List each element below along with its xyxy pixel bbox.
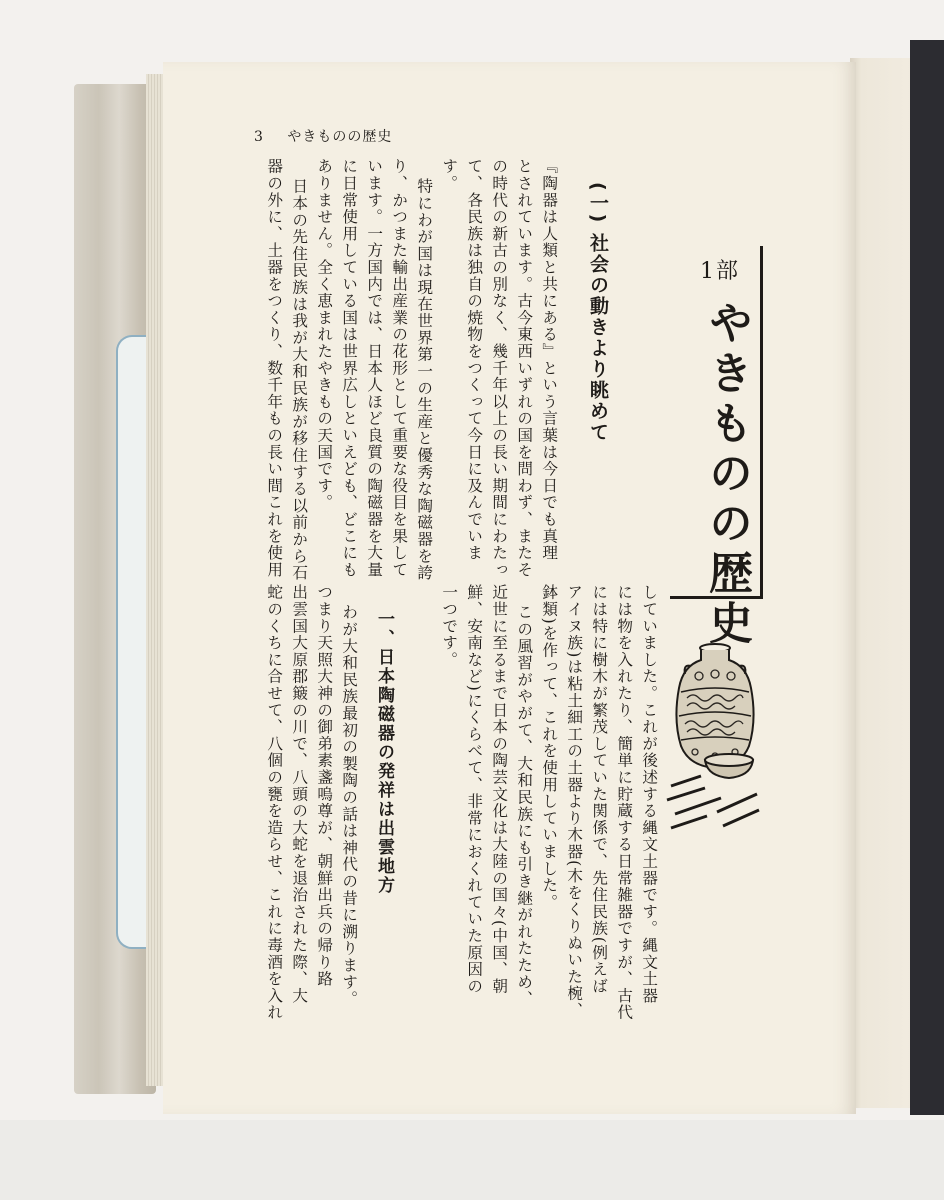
body-line: 特にわが国は現在世界第一の生産と優秀な陶磁器を誇 <box>415 178 434 582</box>
body-line: していました。これが後述する縄文土器です。縄文土器 <box>640 584 659 1004</box>
part-title: やきものの歴史 <box>701 300 752 650</box>
running-head <box>254 126 392 146</box>
body-line: り、かつまた輸出産業の花形として重要な役目を果して <box>390 158 409 578</box>
body-line: て、各民族は独自の焼物をつくって今日に及んでいま <box>465 158 484 562</box>
body-line: 鮮、安南など)にくらべて、非常におくれていた原因の <box>465 584 484 995</box>
body-line: 出雲国大原郡簸の川で、八頭の大蛇を退治された際、大 <box>290 584 309 1004</box>
body-line: とされています。古今東西いずれの国を問わず、またそ <box>515 158 534 578</box>
body-line: この風習がやがて、大和民族にも引き継がれたため、 <box>515 604 534 1008</box>
body-line: アイヌ族)は粘土細工の土器より木器(木をくりぬいた椀、 <box>565 584 584 1019</box>
body-line: います。一方国内では、日本人ほど良質の陶磁器を大量 <box>365 158 384 578</box>
body-line: す。 <box>440 158 459 192</box>
body-line: には物を入れたり、簡単に貯蔵する日常雑器ですが、古代 <box>615 584 634 1021</box>
body-line: 一つです。 <box>440 584 459 668</box>
body-line: 蛇のくちに合せて、八個の甕を造らせ、これに毒酒を入れ <box>265 584 284 1021</box>
section-heading-1: (一) 社会の動きより眺めて <box>587 182 609 443</box>
jar-and-bowl-icon <box>665 636 761 850</box>
body-line: 器の外に、土器をつくり、数千年もの長い間これを使用 <box>265 158 284 578</box>
body-line: 『陶器は人類と共にある』という言葉は今日でも真理 <box>540 158 559 562</box>
body-line: には特に樹木が繁茂していた関係で、先住民族(例えば <box>590 584 609 995</box>
table-surface <box>0 1120 944 1200</box>
body-line: 日本の先住民族は我が大和民族が移住する以前から石 <box>290 178 309 582</box>
body-line: つまり天照大神の御弟素盞嗚尊が、朝鮮出兵の帰り路 <box>315 584 334 988</box>
body-line: に日常使用している国は世界広しといえども、どこにも <box>340 158 359 578</box>
body-line: わが大和民族最初の製陶の話は神代の昔に溯ります。 <box>340 604 359 1008</box>
section-heading-2: 一、日本陶磁器の発祥は出雲地方 <box>374 610 394 895</box>
running-head-title: やきものの歴史 <box>287 129 393 145</box>
body-line: 鉢類)を作って、これを使用していました。 <box>540 584 559 911</box>
body-line: ありません。全く恵まれたやきもの天国です。 <box>315 158 334 511</box>
body-line: の時代の新古の別なく、幾千年以上の長い期間にわたっ <box>490 158 509 578</box>
part-number: 1部 <box>700 259 740 284</box>
body-line: 近世に至るまで日本の陶芸文化は大陸の国々(中国、朝 <box>490 584 509 995</box>
page-number: 3 <box>254 129 264 145</box>
book-cover-right <box>910 40 944 1115</box>
